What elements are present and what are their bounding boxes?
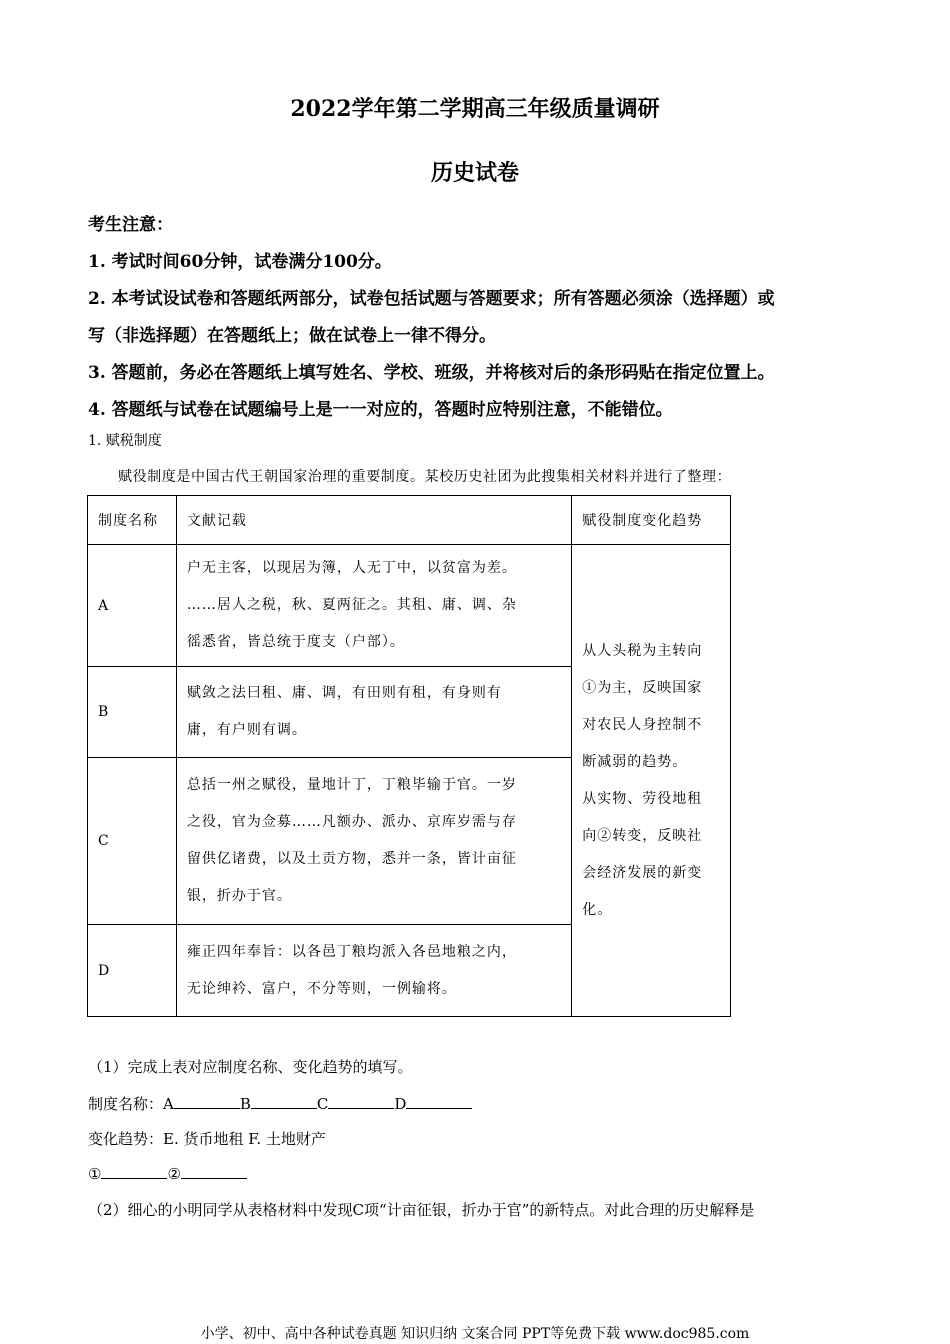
- system-name: A: [88, 545, 177, 667]
- table-header-row: [88, 496, 731, 545]
- answer-names-line: [88, 1093, 472, 1114]
- notice-item: 2. 本考试设试卷和答题纸两部分，试卷包括试题与答题要求；所有答题必须涂（选择题）或: [88, 289, 775, 309]
- trend-cell: [572, 545, 731, 1017]
- names-prefix: 制度名称：: [88, 1095, 164, 1113]
- answer-blank[interactable]: [174, 1094, 240, 1109]
- answer-trend-line: [88, 1164, 247, 1183]
- record-line: ……居人之税，秋、夏两征之。其租、庸、调、杂: [186, 597, 517, 613]
- notice-heading: 考生注意：: [88, 215, 173, 235]
- trend-line: 从人头税为主转向: [582, 642, 703, 659]
- record-line: 留供亿诸费，以及土贡方物，悉并一条，皆计亩征: [186, 851, 517, 867]
- blank-label: ②: [167, 1165, 181, 1183]
- record-line: 户无主客，以现居为簿，人无丁中，以贫富为差。: [186, 560, 517, 576]
- notice-block: [88, 207, 868, 429]
- trend-line: 断减弱的趋势。: [582, 753, 688, 770]
- page-title: 2022学年第二学期高三年级质量调研: [290, 96, 660, 122]
- record-line: 雍正四年奉旨：以各邑丁粮均派入各邑地粮之内，: [186, 943, 517, 960]
- system-name: B: [88, 667, 177, 758]
- tax-system-table: [87, 495, 731, 1017]
- notice-item: 3. 答题前，务必在答题纸上填写姓名、学校、班级，并将核对后的条形码贴在指定位置上。: [88, 363, 775, 383]
- question-intro: 赋役制度是中国古代王朝国家治理的重要制度。某校历史社团为此搜集相关材料并进行了整理：: [118, 469, 732, 485]
- trend-line: 会经济发展的新变: [582, 864, 703, 881]
- trend-options: 变化趋势：E. 货币地租 F. 土地财产: [88, 1130, 326, 1148]
- question-heading: 1. 赋税制度: [88, 433, 162, 449]
- answer-blank[interactable]: [251, 1094, 317, 1109]
- column-header: 制度名称: [88, 496, 177, 545]
- blank-label: ①: [88, 1165, 102, 1183]
- subquestion-2: （2）细心的小明同学从表格材料中发现C项“计亩征银，折办于官”的新特点。对此合理的历史解释是: [88, 1201, 755, 1219]
- record-cell: [176, 925, 571, 1017]
- record-line: 总括一州之赋役，量地计丁，丁粮毕输于官。一岁: [186, 777, 517, 793]
- record-cell: [176, 545, 571, 667]
- trend-line: 对农民人身控制不: [582, 716, 703, 733]
- system-name: D: [88, 925, 177, 1017]
- blank-label: C: [316, 1095, 329, 1113]
- table-row: [88, 545, 731, 667]
- blank-label: A: [163, 1095, 174, 1113]
- trend-line: ①为主，反映国家: [582, 679, 703, 696]
- notice-item: 1. 考试时间60分钟，试卷满分100分。: [88, 252, 392, 272]
- record-line: 之役，官为佥募……凡额办、派办、京库岁需与存: [186, 814, 517, 830]
- answer-blank[interactable]: [328, 1094, 394, 1109]
- trend-line: 向②转变，反映社: [582, 827, 703, 844]
- system-name: C: [88, 758, 177, 925]
- record-line: 无论绅衿、富户，不分等则，一例输将。: [186, 980, 457, 997]
- blank-label: B: [239, 1095, 251, 1113]
- subquestion-1: （1）完成上表对应制度名称、变化趋势的填写。: [88, 1058, 413, 1076]
- answer-blank[interactable]: [406, 1094, 472, 1109]
- record-cell: [176, 667, 571, 758]
- blank-label: D: [394, 1095, 407, 1113]
- record-line: 银，折办于官。: [186, 888, 292, 904]
- notice-item: 写（非选择题）在答题纸上；做在试卷上一律不得分。: [88, 326, 496, 346]
- record-line: 庸，有户则有调。: [186, 722, 307, 738]
- answer-blank[interactable]: [101, 1164, 167, 1179]
- column-header: 文献记载: [176, 496, 571, 545]
- notice-item: 4. 答题纸与试卷在试题编号上是一一对应的，答题时应特别注意，不能错位。: [88, 400, 673, 420]
- record-line: 赋敛之法曰租、庸、调，有田则有租，有身则有: [186, 685, 502, 701]
- record-line: 徭悉省，皆总统于度支（户部）。: [186, 634, 405, 650]
- trend-line: 从实物、劳役地租: [582, 790, 703, 807]
- answer-blank[interactable]: [181, 1164, 247, 1179]
- record-cell: [176, 758, 571, 925]
- footer-text: 小学、初中、高中各种试卷真题 知识归纳 文案合同 PPT等免费下载 www.doc985.com: [200, 1326, 750, 1342]
- page-subtitle: 历史试卷: [430, 160, 519, 186]
- trend-line: 化。: [582, 901, 613, 918]
- column-header: 赋役制度变化趋势: [572, 496, 731, 545]
